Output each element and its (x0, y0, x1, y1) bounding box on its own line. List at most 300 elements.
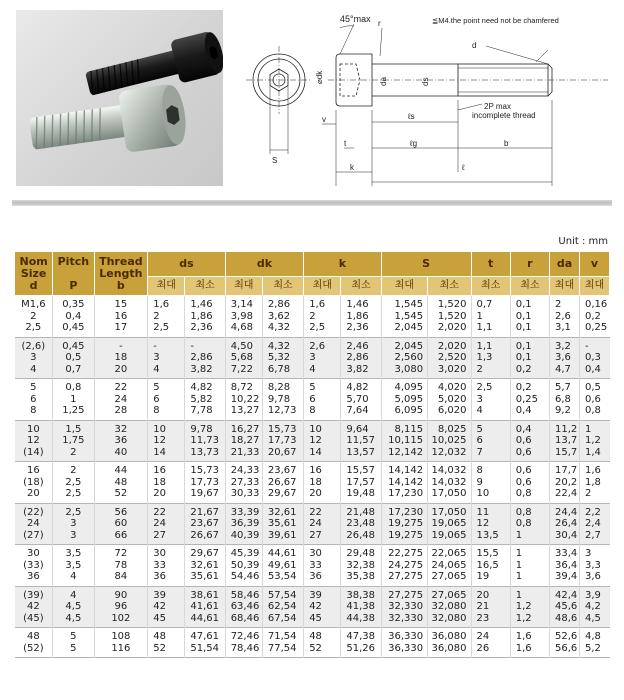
table-cell: 1,545 (381, 311, 427, 323)
table-cell: 6,78 (262, 364, 303, 379)
table-cell: 1,6 (579, 462, 609, 477)
row-group (15, 462, 610, 504)
table-row (15, 296, 610, 311)
cap-screws-illustration (16, 10, 223, 186)
table-cell: 15,73 (262, 420, 303, 435)
table-cell: 4,50 (225, 337, 262, 352)
table-cell: 11,57 (341, 435, 381, 447)
table-cell: 44,61 (262, 545, 303, 560)
table-cell: 26 (471, 643, 510, 658)
table-cell: 2,86 (262, 296, 303, 311)
table-cell: 30 (148, 545, 185, 560)
table-cell: 53,54 (262, 571, 303, 586)
table-cell: (33) (23, 559, 44, 571)
table-cell: 26,48 (341, 530, 381, 545)
table-cell: 19,065 (428, 530, 471, 545)
table-cell: 1 (579, 420, 609, 435)
table-cell: 90 (94, 586, 148, 601)
sub-s-max: 최대 (381, 277, 427, 296)
table-cell: 49,61 (262, 560, 303, 572)
table-cell: 35,61 (185, 571, 225, 586)
table-cell: 1,545 (381, 296, 427, 311)
table-cell: 3,6 (550, 352, 580, 364)
table-cell: 8 (471, 462, 510, 477)
table-cell: 44 (94, 462, 148, 477)
table-row (15, 435, 610, 447)
table-cell: 57,54 (262, 586, 303, 601)
table-cell: 3 (148, 352, 185, 364)
table-cell: 2,045 (381, 337, 427, 352)
table-cell: 8,025 (428, 420, 471, 435)
table-cell: 0,5 (53, 352, 94, 364)
table-cell: 45,6 (550, 601, 580, 613)
table-cell: 13,5 (471, 530, 510, 545)
table-cell: 0,7 (471, 296, 510, 311)
table-cell: 52 (94, 488, 148, 503)
table-cell: 0,2 (510, 364, 549, 379)
table-cell: 1,3 (471, 352, 510, 364)
table-cell: 48 (304, 628, 341, 643)
chamfer-note: ≦M4.the point need not be chamfered (432, 16, 559, 25)
table-cell: 22 (304, 503, 341, 518)
table-cell: 42,4 (550, 586, 580, 601)
sub-dk-max: 최대 (225, 277, 262, 296)
table-cell: 23,67 (262, 462, 303, 477)
spec-table (14, 251, 610, 658)
table-cell: 7,78 (185, 405, 225, 420)
table-cell: 36,080 (428, 628, 471, 643)
table-cell: 52 (304, 643, 341, 658)
table-cell: 22,065 (428, 545, 471, 560)
table-cell: 44,61 (185, 613, 225, 628)
table-cell: 5,020 (428, 394, 471, 406)
table-cell: 2 (304, 311, 341, 323)
table-cell: 1 (471, 311, 510, 323)
table-cell: 24 (94, 394, 148, 406)
table-cell: 84 (94, 571, 148, 586)
table-row (15, 601, 610, 613)
table-cell: 27 (148, 530, 185, 545)
table-cell: 9 (471, 477, 510, 489)
table-cell: 0,2 (510, 379, 549, 394)
table-cell: 30 (26, 548, 40, 559)
table-cell: 26,67 (262, 477, 303, 489)
sub-s-min: 최소 (428, 277, 471, 296)
table-cell: 32 (94, 420, 148, 435)
table-cell: 2,86 (341, 352, 381, 364)
table-cell: 10,025 (428, 435, 471, 447)
table-cell: 23,67 (185, 518, 225, 530)
table-cell: 4 (148, 364, 185, 379)
table-cell: 10,22 (225, 394, 262, 406)
table-cell: 4 (53, 586, 94, 601)
row-group (15, 628, 610, 658)
table-cell: 8 (30, 405, 37, 416)
table-cell: 63,46 (225, 601, 262, 613)
table-cell: 44,38 (341, 613, 381, 628)
table-cell: 0,4 (53, 311, 94, 323)
table-cell: 1,1 (471, 322, 510, 337)
table-cell: 6 (30, 393, 37, 405)
sub-r-min: 최소 (510, 277, 549, 296)
table-cell: 27,275 (381, 571, 427, 586)
table-cell: 1,4 (579, 447, 609, 462)
table-cell: 14,032 (428, 477, 471, 489)
table-cell: 9,78 (262, 394, 303, 406)
table-cell: 116 (94, 643, 148, 658)
table-cell: 2 (53, 462, 94, 477)
table-cell: 8,72 (225, 379, 262, 394)
table-cell: 29,67 (262, 488, 303, 503)
table-cell: 38,61 (185, 586, 225, 601)
table-cell: 32,080 (428, 613, 471, 628)
table-cell: 10,115 (381, 435, 427, 447)
table-cell: 17,57 (341, 477, 381, 489)
table-cell: 51,54 (185, 643, 225, 658)
table-cell: 4,5 (579, 613, 609, 628)
table-cell: 20 (471, 586, 510, 601)
table-cell: 2,5 (148, 322, 185, 337)
table-row (15, 613, 610, 628)
table-cell: 2,5 (25, 322, 42, 333)
table-cell: 0,4 (510, 405, 549, 420)
table-cell: 24,065 (428, 560, 471, 572)
table-row (15, 337, 610, 352)
table-cell: 32,38 (341, 560, 381, 572)
table-row (15, 628, 610, 643)
label-da: da (379, 77, 388, 86)
table-cell: 4,7 (550, 364, 580, 379)
table-cell: 2,4 (579, 518, 609, 530)
table-cell: 17,050 (428, 503, 471, 518)
table-cell: 27,275 (381, 586, 427, 601)
table-cell: 14 (304, 447, 341, 462)
table-cell: 2 (471, 364, 510, 379)
table-cell: 1,6 (510, 643, 549, 658)
table-cell: 33,39 (225, 503, 262, 518)
table-cell: 3,6 (579, 571, 609, 586)
table-cell: 1,86 (341, 311, 381, 323)
table-cell: 24 (148, 518, 185, 530)
table-cell: 1,1 (471, 337, 510, 352)
table-cell: 42 (148, 601, 185, 613)
table-cell: 20 (26, 488, 40, 499)
table-cell: 8,115 (381, 420, 427, 435)
table-cell: 58,46 (225, 586, 262, 601)
table-cell: - (94, 337, 148, 352)
table-cell: 38,38 (341, 586, 381, 601)
table-cell: 62,54 (262, 601, 303, 613)
table-row (15, 643, 610, 658)
table-cell: 42 (304, 601, 341, 613)
table-cell: 2,520 (428, 352, 471, 364)
table-cell: 6 (471, 435, 510, 447)
table-cell: 26,4 (550, 518, 580, 530)
table-cell: 14,142 (381, 462, 427, 477)
table-row (15, 447, 610, 462)
table-cell: 9,2 (550, 405, 580, 420)
sub-k-max: 최대 (304, 277, 341, 296)
table-cell: 0,4 (579, 364, 609, 379)
table-cell: 1 (510, 530, 549, 545)
table-cell: 15 (94, 296, 148, 311)
col-pitch: Pitch P (53, 252, 94, 296)
table-cell: 20,2 (550, 477, 580, 489)
table-cell: 7 (471, 447, 510, 462)
table-cell: 41,61 (185, 601, 225, 613)
table-cell: 1,2 (579, 435, 609, 447)
table-cell: (27) (23, 529, 44, 541)
row-group (15, 337, 610, 379)
table-cell: 30,4 (550, 530, 580, 545)
table-cell: 72 (94, 545, 148, 560)
table-cell: 0,1 (510, 296, 549, 311)
table-cell: 20 (148, 488, 185, 503)
table-cell: 19,48 (341, 488, 381, 503)
table-cell: 2,7 (579, 530, 609, 545)
table-cell: 48,6 (550, 613, 580, 628)
label-r: r (378, 19, 381, 28)
table-cell: 3 (30, 352, 37, 363)
table-cell: 0,6 (510, 435, 549, 447)
table-row (15, 462, 610, 477)
label-b: b (504, 139, 509, 148)
table-cell: 2,5 (53, 503, 94, 518)
table-cell: 96 (94, 601, 148, 613)
col-v: v (579, 252, 609, 277)
table-cell: 36,330 (381, 643, 427, 658)
table-cell: 5 (53, 643, 94, 658)
table-cell: 27 (304, 530, 341, 545)
table-cell: 39 (148, 586, 185, 601)
table-cell: 4,5 (53, 613, 94, 628)
table-cell: 0,1 (510, 352, 549, 364)
table-cell: 21 (471, 601, 510, 613)
table-cell: 1,46 (341, 296, 381, 311)
table-cell: 5 (304, 379, 341, 394)
table-cell: 33 (304, 560, 341, 572)
table-cell: 40,39 (225, 530, 262, 545)
table-cell: (2,6) (21, 340, 46, 352)
table-cell: 2 (579, 488, 609, 503)
table-cell: 1 (510, 560, 549, 572)
label-ds: ds (421, 77, 430, 86)
table-cell: 33 (148, 560, 185, 572)
table-cell: 4 (30, 363, 37, 375)
table-cell: 52,6 (550, 628, 580, 643)
table-cell: 45 (148, 613, 185, 628)
table-cell: 3 (471, 394, 510, 406)
table-cell: 36 (94, 435, 148, 447)
table-cell: 3 (304, 352, 341, 364)
table-cell: 22 (94, 379, 148, 394)
table-cell: 13,27 (225, 405, 262, 420)
table-cell: 0,6 (510, 462, 549, 477)
sub-v-max: 최대 (579, 277, 609, 296)
table-cell: 0,45 (53, 337, 94, 352)
table-cell: 15,57 (341, 462, 381, 477)
table-cell: 35,61 (262, 518, 303, 530)
table-cell: 2 (30, 310, 37, 322)
table-cell: 7,22 (225, 364, 262, 379)
table-cell: 13,73 (185, 447, 225, 462)
table-cell: 2 (148, 311, 185, 323)
table-cell: 48 (94, 477, 148, 489)
table-cell: 22 (148, 503, 185, 518)
table-cell: 54,46 (225, 571, 262, 586)
table-cell: 0,25 (579, 322, 609, 337)
table-cell: 1,86 (185, 311, 225, 323)
table-cell: 4 (304, 364, 341, 379)
table-cell: 35,38 (341, 571, 381, 586)
table-cell: 19,67 (185, 488, 225, 503)
label-d: d (472, 41, 477, 50)
table-cell: 78 (94, 560, 148, 572)
table-row (15, 503, 610, 518)
end-view (246, 46, 312, 154)
table-cell: 3,1 (550, 322, 580, 337)
table-cell: 48 (148, 628, 185, 643)
table-cell: 66 (94, 530, 148, 545)
section-divider (12, 200, 612, 206)
table-cell: 11 (471, 503, 510, 518)
thread-note-2: incomplete thread (472, 111, 536, 120)
table-cell: 24 (304, 518, 341, 530)
table-cell: 1 (510, 586, 549, 601)
table-cell: 45,39 (225, 545, 262, 560)
table-cell: 6,8 (550, 394, 580, 406)
table-cell: 2,5 (304, 322, 341, 337)
table-cell: (52) (23, 642, 44, 654)
table-cell: 0,8 (510, 503, 549, 518)
table-cell: 12 (304, 435, 341, 447)
table-cell: 1,8 (579, 477, 609, 489)
table-cell: 1 (53, 394, 94, 406)
table-cell: 2,5 (53, 488, 94, 503)
table-cell: 5,82 (185, 394, 225, 406)
label-v: v (322, 115, 326, 124)
table-cell: 4,82 (185, 379, 225, 394)
table-cell: 5,7 (550, 379, 580, 394)
table-cell: 16 (304, 462, 341, 477)
table-cell: 21,67 (185, 503, 225, 518)
table-cell: 23,48 (341, 518, 381, 530)
table-cell: 77,54 (262, 643, 303, 658)
table-cell: 17,230 (381, 488, 427, 503)
table-cell: 0,45 (53, 322, 94, 337)
table-cell: 6 (304, 394, 341, 406)
table-cell: 60 (94, 518, 148, 530)
table-cell: 14 (148, 447, 185, 462)
table-cell: 0,6 (579, 394, 609, 406)
table-cell: 5 (30, 382, 37, 393)
table-cell: 14,142 (381, 477, 427, 489)
table-cell: 36 (26, 571, 40, 582)
label-ls: ℓs (408, 112, 415, 121)
table-row (15, 545, 610, 560)
table-cell: 6 (148, 394, 185, 406)
thread-note-1: 2P max (484, 102, 511, 111)
table-cell: 0,1 (510, 311, 549, 323)
table-cell: 13,57 (341, 447, 381, 462)
table-cell: 47,38 (341, 628, 381, 643)
table-cell: 16,5 (471, 560, 510, 572)
table-cell: 2,36 (185, 322, 225, 337)
table-cell: 15,5 (471, 545, 510, 560)
table-row (15, 322, 610, 337)
table-cell: 19,275 (381, 530, 427, 545)
table-row (15, 420, 610, 435)
table-cell: 21,48 (341, 503, 381, 518)
label-dk: ⌀dk (315, 70, 324, 84)
table-cell: 45 (304, 613, 341, 628)
table-cell: 10 (26, 423, 40, 435)
table-cell: 18,27 (225, 435, 262, 447)
table-cell: 3,2 (550, 337, 580, 352)
table-cell: 2,6 (550, 311, 580, 323)
table-cell: 5 (53, 628, 94, 643)
table-cell: 27,33 (225, 477, 262, 489)
table-cell: 2,2 (579, 503, 609, 518)
table-cell: 0,1 (510, 322, 549, 337)
table-cell: 0,8 (53, 379, 94, 394)
table-cell: 42 (26, 601, 40, 612)
table-cell: 12 (26, 435, 40, 446)
side-view (322, 24, 608, 186)
table-cell: 5,095 (381, 394, 427, 406)
angle-label: 45°max (340, 14, 371, 24)
table-cell: (39) (23, 589, 44, 601)
table-cell: 18 (148, 477, 185, 489)
table-cell: 3,3 (579, 560, 609, 572)
table-cell: - (185, 337, 225, 352)
table-cell: 10 (148, 420, 185, 435)
table-cell: (14) (23, 446, 44, 458)
table-cell: 3,5 (53, 560, 94, 572)
table-cell: 3,14 (225, 296, 262, 311)
sub-dk-min: 최소 (262, 277, 303, 296)
table-cell: 3,080 (381, 364, 427, 379)
table-cell: 27,065 (428, 586, 471, 601)
table-cell: 5 (148, 379, 185, 394)
table-cell: 16 (148, 462, 185, 477)
table-row (15, 571, 610, 586)
table-cell: 7,64 (341, 405, 381, 420)
table-cell: 17,73 (185, 477, 225, 489)
table-cell: 1 (510, 571, 549, 586)
table-cell: 8,28 (262, 379, 303, 394)
row-group (15, 586, 610, 628)
table-row (15, 379, 610, 394)
table-cell: 3,020 (428, 364, 471, 379)
table-row (15, 518, 610, 530)
table-cell: 6,020 (428, 405, 471, 420)
table-cell: 24,275 (381, 560, 427, 572)
table-cell: - (148, 337, 185, 352)
table-cell: 22,275 (381, 545, 427, 560)
table-cell: 17,050 (428, 488, 471, 503)
table-cell: 8 (148, 405, 185, 420)
table-cell: 12,032 (428, 447, 471, 462)
table-cell: 30,33 (225, 488, 262, 503)
sub-k-min: 최소 (341, 277, 381, 296)
table-cell: 27,065 (428, 571, 471, 586)
table-cell: 3,82 (185, 364, 225, 379)
table-cell: 12,142 (381, 447, 427, 462)
table-cell: 12 (148, 435, 185, 447)
table-cell: 0,3 (579, 352, 609, 364)
table-cell: 36,080 (428, 643, 471, 658)
